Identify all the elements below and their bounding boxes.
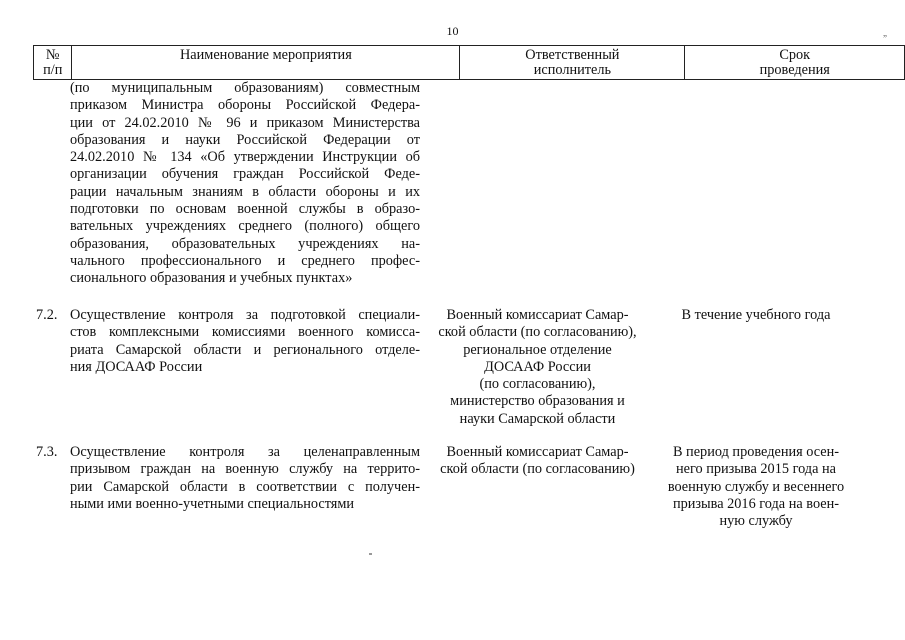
text-line: ции от 24.02.2010 № 96 и приказом Министерства <box>70 114 420 131</box>
text-line: подготовки по основам военной службы в образо- <box>70 201 420 218</box>
text-line: сионального образования и учебных пунктах» <box>70 270 353 287</box>
text-line: рии Самарской области в соответствии с получен- <box>70 478 420 495</box>
text-line: региональное отделение <box>463 341 612 358</box>
header-responsible-line: исполнитель <box>533 62 612 78</box>
text-line: Военный комиссариат Самар- <box>446 307 629 323</box>
text-line: него призыва 2015 года на <box>675 461 837 478</box>
text-line: В период проведения осен- <box>672 444 840 460</box>
text-line: ДОСААФ России <box>484 358 591 375</box>
text-line: риата Самарской области и регионального отделе- <box>70 341 420 358</box>
text-line: науки Самарской области <box>459 410 616 427</box>
header-num-line: п/п <box>43 62 63 78</box>
text-line: Осуществление контроля за целенаправленным <box>70 444 420 460</box>
text-line: рации начальным знаниям в области обороны и их <box>70 183 420 200</box>
text-line: приказом Министра обороны Российской Федера- <box>70 97 420 114</box>
table-header <box>33 45 905 80</box>
header-term-line: Срок <box>779 47 811 63</box>
text-line: 24.02.2010 № 134 «Об утверждении Инструкции об <box>70 149 420 166</box>
row-number: 7.3. <box>36 444 58 460</box>
text-line: Военный комиссариат Самар- <box>446 444 629 460</box>
scan-speck <box>369 553 372 555</box>
text-line: ской области (по согласованию) <box>440 461 635 478</box>
header-name-text: Наименование мероприятия <box>179 47 352 63</box>
header-name <box>72 46 460 80</box>
row-responsible <box>431 307 644 428</box>
text-line: организации обучения граждан Российской Феде- <box>70 166 420 183</box>
row-term <box>661 444 851 530</box>
corner-mark: „ <box>883 28 887 38</box>
header-responsible-line: Ответственный <box>525 47 620 63</box>
text-line: В течение учебного года <box>681 307 831 323</box>
text-line: ными ими военно-учетными специальностями <box>70 495 355 512</box>
header-term-line: проведения <box>759 62 830 78</box>
text-line: призыва 2016 года на воен- <box>672 495 840 512</box>
row-number: 7.2. <box>36 307 58 323</box>
row-name <box>70 307 420 376</box>
row-term <box>661 307 851 324</box>
header-num <box>34 46 72 80</box>
text-line: образования и науки Российской Федерации от <box>70 131 420 148</box>
text-line: министерство образования и <box>450 393 625 410</box>
text-line: чального профессионального и среднего профес- <box>70 252 420 269</box>
text-line: ской области (по согласованию), <box>438 324 637 341</box>
text-line: (по муниципальным образованиям) совместным <box>70 80 420 96</box>
page-number: 10 <box>446 24 459 38</box>
header-num-line: № <box>45 47 60 63</box>
text-line: призывом граждан на военную службу на террито- <box>70 461 420 478</box>
text-line: ния ДОСААФ России <box>70 358 203 375</box>
text-line: военную службу и весеннего <box>667 478 845 495</box>
continuation-text <box>70 80 420 288</box>
text-line: (по согласованию), <box>479 376 596 393</box>
text-line: Осуществление контроля за подготовкой специали- <box>70 307 420 323</box>
row-responsible <box>431 444 644 479</box>
text-line: ную службу <box>719 513 793 530</box>
text-line: вательных учреждениях среднего (полного) общего <box>70 218 420 235</box>
text-line: стов комплексными комиссиями военного комисса- <box>70 324 420 341</box>
header-term <box>685 46 905 80</box>
header-responsible <box>460 46 685 80</box>
row-name <box>70 444 420 513</box>
text-line: образования, образовательных учреждениях на- <box>70 235 420 252</box>
